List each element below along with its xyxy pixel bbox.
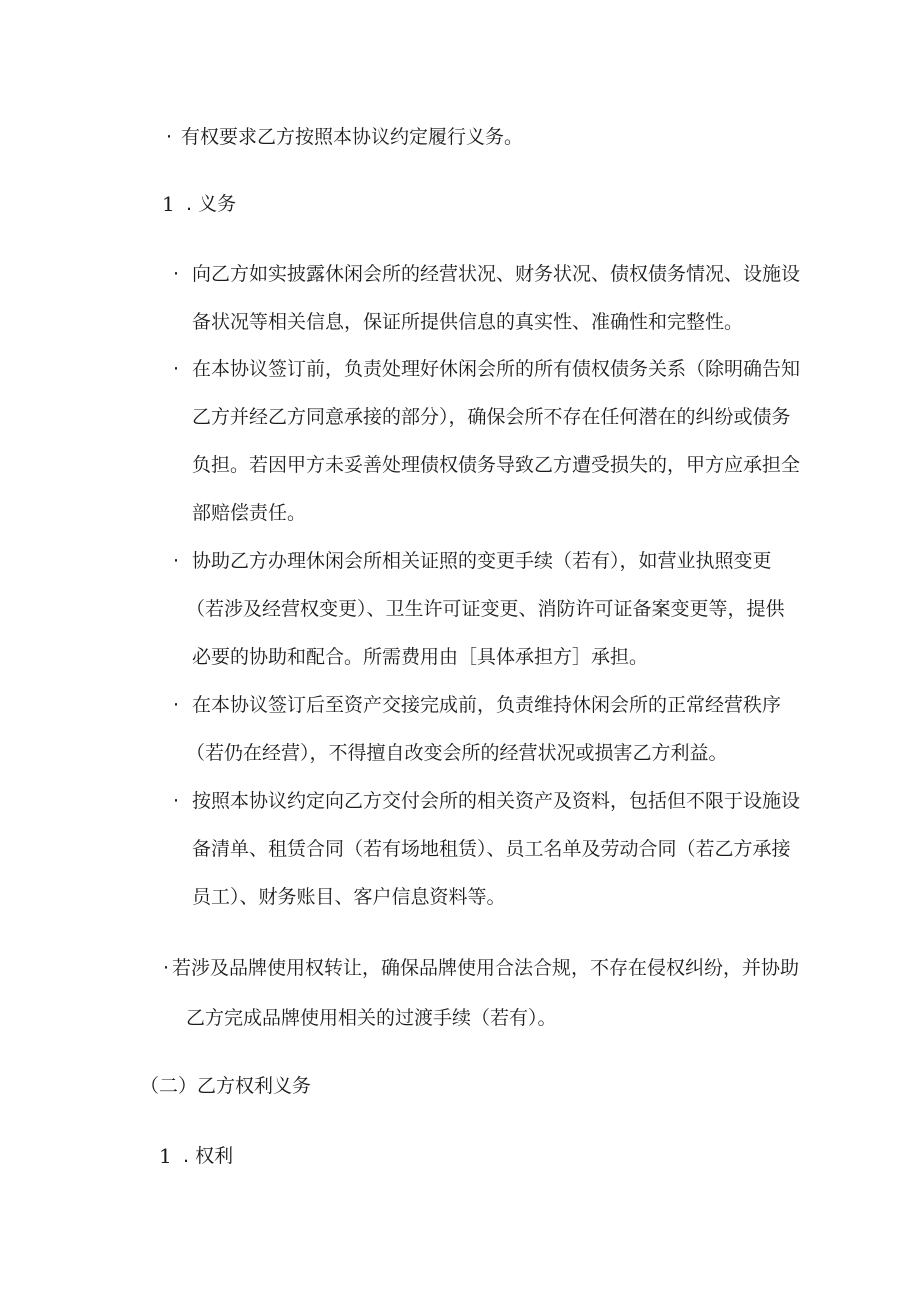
- right-item-text: 有权要求乙方按照本协议约定履行义务。: [181, 126, 524, 148]
- bullet-mark: ·: [166, 126, 173, 148]
- obligation-1-line-1: 向乙方如实披露休闲会所的经营状况、财务状况、债权债务情况、设施设: [192, 263, 801, 285]
- bullet-mark: ·: [163, 957, 170, 979]
- section-heading-party-b: （二）乙方权利义务: [140, 1075, 312, 1097]
- brand-clause-line-1: 若涉及品牌使用权转让，确保品牌使用合法合规，不存在侵权纠纷，并协助: [172, 957, 800, 979]
- bullet-mark: ·: [173, 694, 180, 716]
- bullet-mark: ·: [173, 358, 180, 380]
- obligation-5-line-1: 按照本协议约定向乙方交付会所的相关资产及资料，包括但不限于设施设: [192, 790, 801, 812]
- heading-rights-number: 1: [159, 1144, 172, 1168]
- heading-obligations-label: . 义务: [186, 193, 237, 215]
- heading-obligations-number: 1: [162, 192, 175, 216]
- obligation-2-line-2: 乙方并经乙方同意承接的部分），确保会所不存在任何潜在的纠纷或债务: [192, 406, 791, 428]
- obligation-3-line-2: （若涉及经营权变更）、卫生许可证变更、消防许可证备案变更等，提供: [186, 598, 785, 620]
- bullet-mark: ·: [173, 790, 180, 812]
- obligation-2-line-4: 部赔偿责任。: [192, 502, 307, 524]
- heading-rights-label: . 权利: [183, 1145, 234, 1167]
- obligation-3-line-1: 协助乙方办理休闲会所相关证照的变更手续（若有），如营业执照变更: [192, 550, 772, 572]
- obligation-4-line-2: （若仍在经营），不得擅自改变会所的经营状况或损害乙方利益。: [186, 742, 728, 764]
- obligation-4-line-1: 在本协议签订后至资产交接完成前，负责维持休闲会所的正常经营秩序: [192, 694, 782, 716]
- bullet-mark: ·: [173, 550, 180, 572]
- obligation-2-line-1: 在本协议签订前，负责处理好休闲会所的所有债权债务关系（除明确告知: [192, 358, 801, 380]
- bullet-mark: ·: [173, 263, 180, 285]
- obligation-2-line-3: 负担。若因甲方未妥善处理债权债务导致乙方遭受损失的，甲方应承担全: [192, 454, 801, 476]
- obligation-5-line-3: 员工）、财务账目、客户信息资料等。: [192, 886, 506, 908]
- brand-clause-line-2: 乙方完成品牌使用相关的过渡手续（若有）。: [186, 1007, 557, 1029]
- obligation-1-line-2: 备状况等相关信息，保证所提供信息的真实性、准确性和完整性。: [192, 311, 744, 333]
- obligation-5-line-2: 备清单、租赁合同（若有场地租赁）、员工名单及劳动合同（若乙方承接: [192, 838, 791, 860]
- obligation-3-line-3: 必要的协助和配合。所需费用由［具体承担方］承担。: [192, 646, 649, 668]
